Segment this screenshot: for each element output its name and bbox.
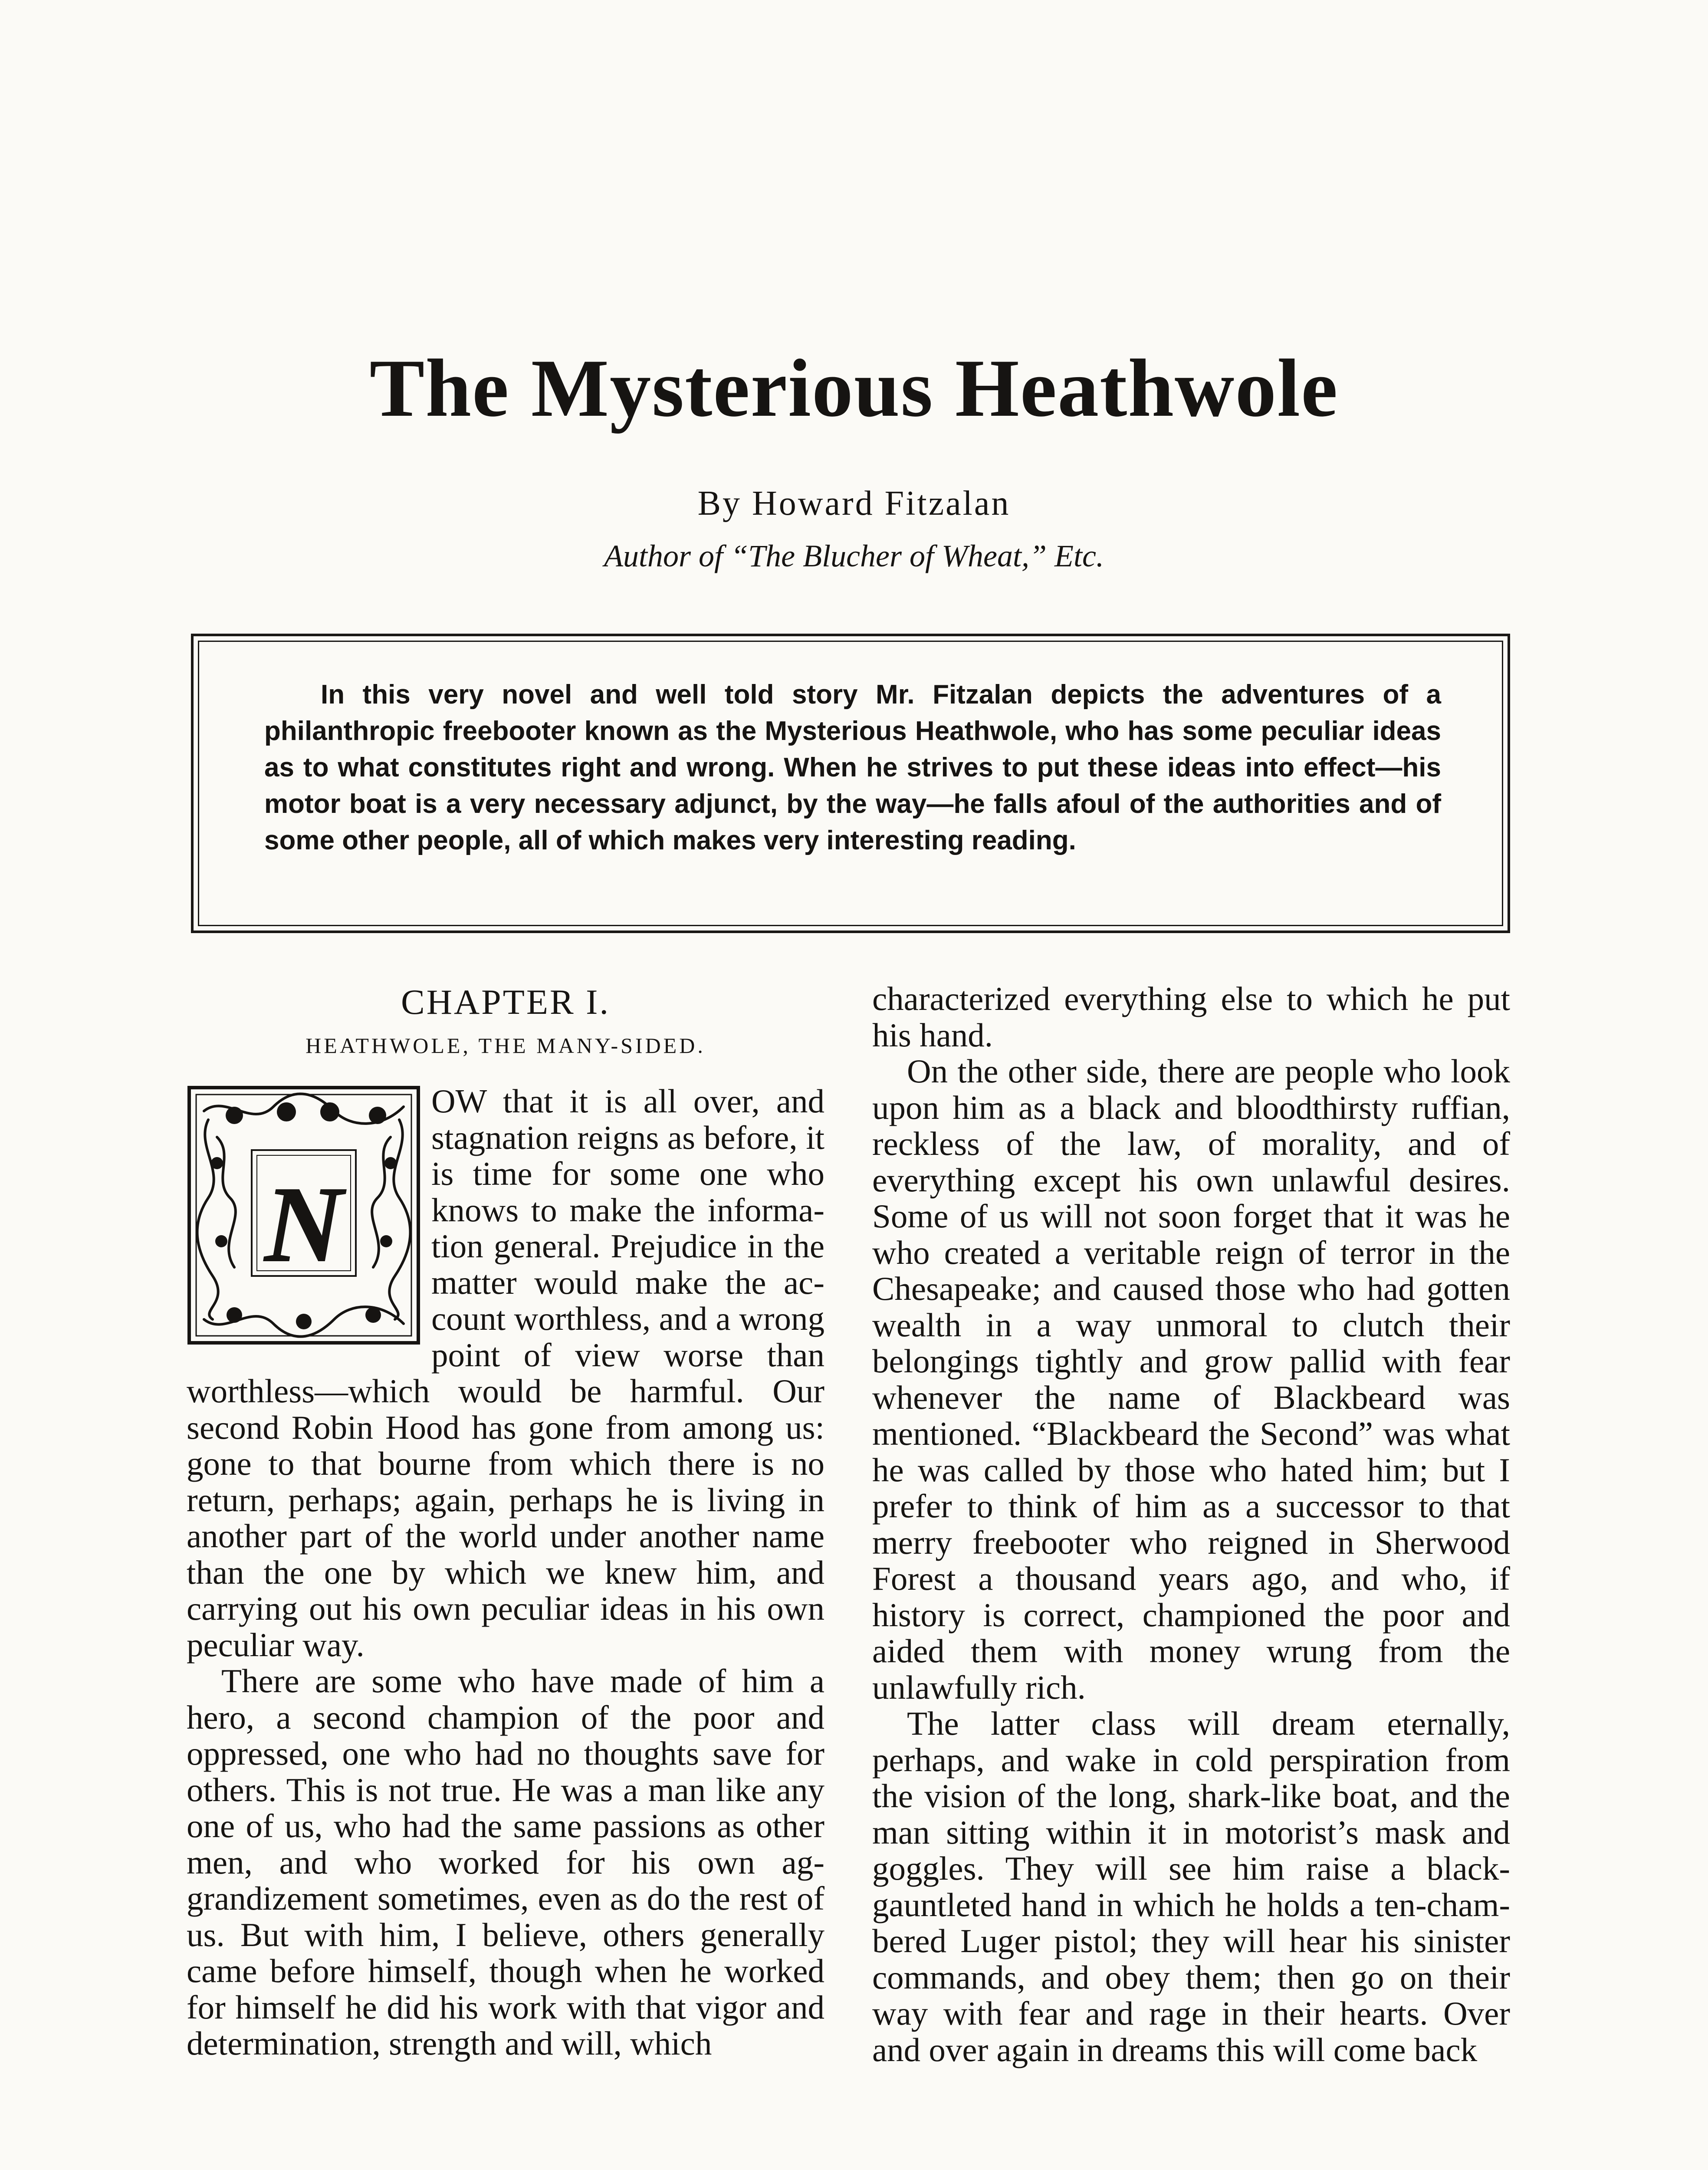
text-column-right <box>872 981 1510 2068</box>
text-column-left <box>187 972 824 2062</box>
paragraph-1: OW that it is all over, and stagnation reigns as before, it is time for some one who knows to make the information general. Prejudice in the matter would make the account worthless, and a wrong point of view worse than worthless—which would be harmful. Our second Robin Hood has gone from among us: gone to that bourne from which there is no return, perhaps; again, perhaps he is living in another part of the world under another name than the one by which we knew him, and carrying out his own peculiar ideas in his own peculiar way. <box>187 1082 824 1664</box>
author-credits: Author of “The Blucher of Wheat,” Etc. <box>604 539 1104 573</box>
synopsis-text: In this very novel and well told story Mr. Fitzalan depicts the adventures of a philanthropic freebooter known as the Mysterious Heathwole, who has some peculiar ideas as to what constitutes right and wrong. When he strives to put these ideas into effect—his motor boat is a very necessary adjunct, by the way—he falls afoul of the authorities and of some other people, all of which makes very interesting reading. <box>264 680 1441 855</box>
paragraph-3: On the other side, there are people who look upon him as a black and bloodthirsty ruffian, reckless of the law, of morality, and of everything except his own unlawful desires. Some of us will not soon forget that it was he who created a veritable reign of terror in the Chesapeake; and caused those who had gotten wealth in a way unmoral to clutch their belongings tightly and grow pallid with fear whenever the name of Blackbeard was mentioned. “Blackbeard the Second” was what he was called by those who hated him; but I prefer to think of him as a successor to that merry freebooter who reigned in Sherwood Forest a thousand years ago, and who, if history is correct, championed the poor and aided them with money wrung from the unlawfully rich. <box>872 1052 1510 1706</box>
synopsis-inner-frame <box>198 641 1503 926</box>
byline: By Howard Fitzalan <box>697 484 1011 523</box>
drop-cap-letter: N <box>264 1164 343 1285</box>
chapter-subtitle: HEATHWOLE, THE MANY-SIDED. <box>305 1033 706 1058</box>
paragraph-2-continued: characterized everything else to which he put his hand. <box>872 980 1510 1054</box>
chapter-heading: CHAPTER I. <box>401 982 610 1022</box>
synopsis-box <box>191 634 1510 933</box>
paragraph-2: There are some who have made of him a hero, a second champion of the poor and oppressed, one who had no thoughts save for others. This is not true. He was a man like any one of us, who had the same passions as other men, and who worked for his own aggrandizement sometimes, even as do the rest of us. But with him, I believe, others generally came before himself, though when he worked for himself he did his work with that vigor and determination, strength and will, which <box>187 1662 824 2062</box>
article-title: The Mysterious Heathwole <box>369 343 1339 434</box>
paragraph-4: The latter class will dream eternally, perhaps, and wake in cold perspiration from the vision of the long, shark-like boat, and the man sitting within it in motorist’s mask and goggles. They will see him raise a black-gauntleted hand in which he holds a ten-chambered Luger pistol; they will hear his sinister commands, and obey them; then go on their way with fear and rage in their hearts. Over and over again in dreams this will come back <box>872 1705 1510 2068</box>
ornamental-drop-cap <box>187 1085 421 1345</box>
